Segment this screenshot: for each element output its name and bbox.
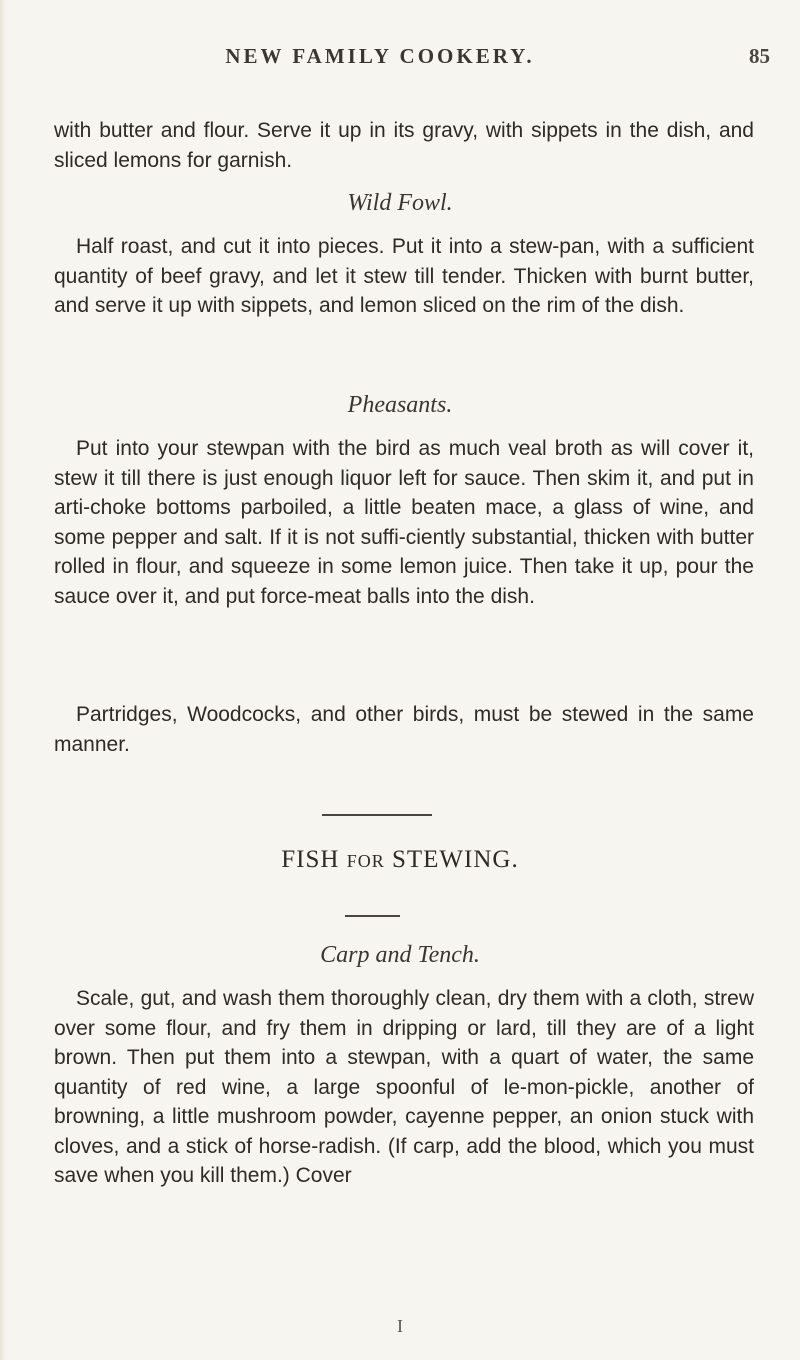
recipe-text-partridges: Partridges, Woodcocks, and other birds, must be stewed in the same manner. [54, 703, 754, 756]
section-rule-bottom [345, 915, 400, 917]
continuation-paragraph: with butter and flour. Serve it up in its gravy, with sippets in the dish, and sliced lemons for garnish. [54, 119, 754, 172]
section-rule-top [322, 814, 432, 816]
section-title [0, 846, 800, 874]
running-head: NEW FAMILY COOKERY. [225, 44, 535, 68]
recipe-title-carp: Carp and Tench. [320, 942, 480, 968]
section-title-for: FOR [346, 851, 385, 871]
signature-mark: I [397, 1316, 403, 1336]
recipe-title-pheasants: Pheasants. [347, 392, 453, 418]
recipe-text-pheasants: Put into your stewpan with the bird as much veal broth as will cover it, stew it till there is just enough liquor left for sauce. Then skim it, and put in arti-choke bottoms parboiled, a little beaten mace, a glass of wine, and some pepper and salt. If it is not suffi-ciently substantial, thicken with butter rolled in flour, and squeeze in some lemon juice. Then take it up, pour the sauce over it, and put force-meat balls into the dish. [54, 437, 754, 608]
recipe-text-wild-fowl: Half roast, and cut it into pieces. Put it into a stew-pan, with a sufficient quantity of beef gravy, and let it stew till tender. Thicken with burnt butter, and serve it up with sippets, and lemon sliced on the rim of the dish. [54, 235, 754, 317]
section-title-stewing: STEWING. [391, 846, 519, 873]
recipe-title-wild-fowl: Wild Fowl. [347, 190, 453, 216]
page-number: 85 [749, 44, 770, 68]
page-header [0, 40, 800, 80]
recipe-text-carp: Scale, gut, and wash them thoroughly clean, dry them with a cloth, strew over some flour, and fry them in dripping or lard, till they are of a light brown. Then put them into a stewpan, with a quart of water, the same quantity of red wine, a large spoonful of le-mon-pickle, another of browning, a little mushroom powder, cayenne pepper, an onion stuck with cloves, and a stick of horse-radish. (If carp, add the blood, which you must save when you kill them.) Cover [54, 987, 754, 1187]
section-title-fish: FISH [281, 846, 340, 873]
